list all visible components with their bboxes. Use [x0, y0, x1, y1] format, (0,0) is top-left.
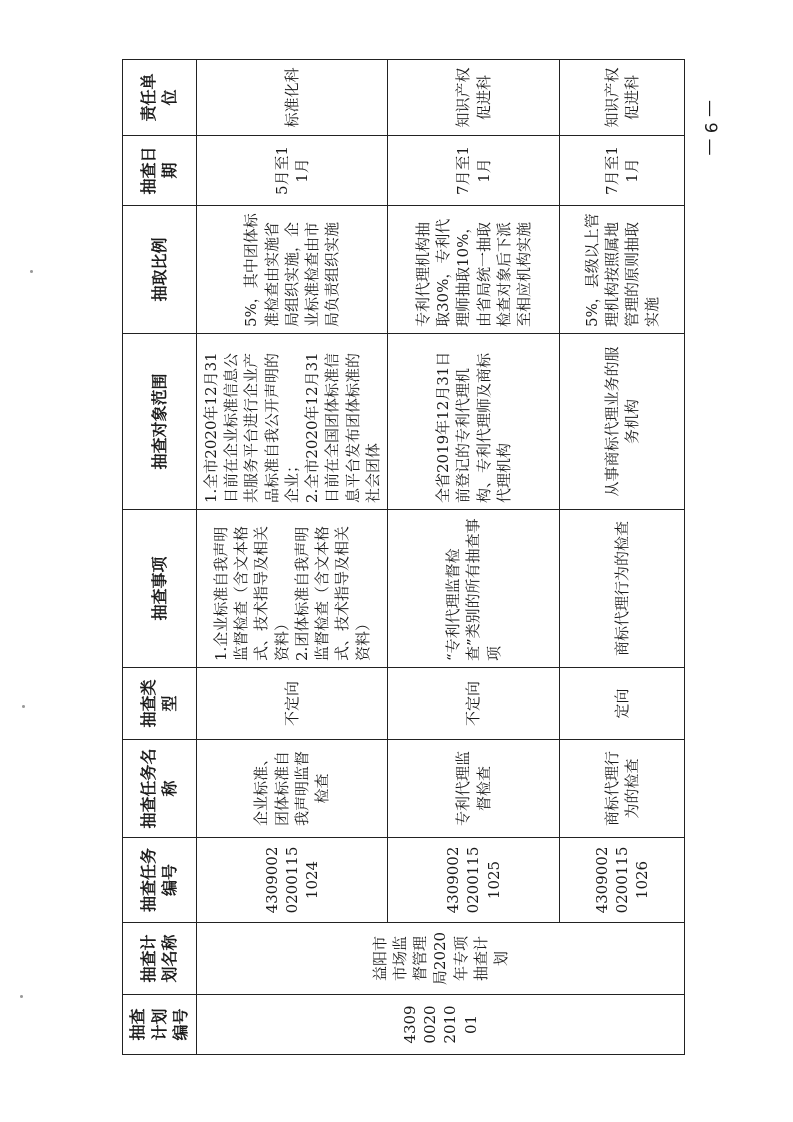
- date-cell: 7月至11月: [388, 136, 560, 206]
- header-unit: 责任单位: [123, 60, 197, 136]
- header-ratio: 抽取比例: [123, 206, 197, 334]
- header-row: [123, 60, 197, 1055]
- unit-cell: 知识产权促进科: [560, 60, 685, 136]
- page-number: — 9 —: [700, 100, 720, 156]
- plan-no-cell: 43090020201001: [196, 995, 684, 1055]
- table-row: [560, 60, 685, 1055]
- header-type: 抽查类型: [123, 668, 197, 740]
- scope-cell: 1.全市2020年12月31日前在企业标准信息公共服务平台进行企业产品标准自我公开声明的企业； 2.全市2020年12月31日前在全国团体标准信息平台发布团体标准的社会团体: [196, 334, 387, 510]
- header-plan-no: 抽查计划编号: [123, 995, 197, 1055]
- plan-name-cell: 益阳市市场监督管理局2020年专项抽查计划: [196, 923, 684, 995]
- inspection-plan-table-wrapper: [122, 60, 662, 1055]
- header-scope: 抽查对象范围: [123, 334, 197, 510]
- type-cell: 定向: [560, 668, 685, 740]
- inspection-plan-table: [122, 59, 685, 1055]
- date-cell: 5月至11月: [196, 136, 387, 206]
- task-no-cell: 43090020200115 1025: [388, 838, 560, 923]
- task-name-cell: 企业标准、团体标准自我声明监督检查: [196, 740, 387, 838]
- date-cell: 7月至11月: [560, 136, 685, 206]
- scan-speck: [20, 995, 23, 998]
- task-no-cell: 43090020200115 1026: [560, 838, 685, 923]
- header-plan-name: 抽查计划名称: [123, 923, 197, 995]
- type-cell: 不定向: [388, 668, 560, 740]
- scope-cell: 全省2019年12月31日前登记的专利代理机构、专利代理师及商标代理机构: [388, 334, 560, 510]
- scan-speck: [30, 270, 33, 273]
- ratio-cell: 5%，县级以上管理机构按照属地管理的原则抽取实施: [560, 206, 685, 334]
- ratio-cell: 5%，其中团体标准检查由实施省局组织实施，企业标准检查由市局负责组织实施: [196, 206, 387, 334]
- header-items: 抽查事项: [123, 510, 197, 668]
- header-task-name: 抽查任务名称: [123, 740, 197, 838]
- items-cell: “专利代理监督检查”类别的所有抽查事项: [388, 510, 560, 668]
- table-row: [196, 60, 387, 1055]
- unit-cell: 标准化科: [196, 60, 387, 136]
- task-name-cell: 商标代理行为的检查: [560, 740, 685, 838]
- items-cell: 商标代理行为的检查: [560, 510, 685, 668]
- unit-cell: 知识产权促进科: [388, 60, 560, 136]
- scan-speck: [22, 705, 25, 708]
- task-name-cell: 专利代理监督检查: [388, 740, 560, 838]
- ratio-cell: 专利代理机构抽取30%，专利代理师抽取10%，由省局统一抽取检查对象后下派至相应机构实施: [388, 206, 560, 334]
- header-date: 抽查日期: [123, 136, 197, 206]
- items-cell: 1.企业标准自我声明监督检查（含文本格式、技术指导及相关资料） 2.团体标准自我声明监督检查（含文本格式、技术指导及相关资料）: [196, 510, 387, 668]
- header-task-no: 抽查任务编号: [123, 838, 197, 923]
- task-no-cell: 43090020200115 1024: [196, 838, 387, 923]
- type-cell: 不定向: [196, 668, 387, 740]
- table-row: [388, 60, 560, 1055]
- scope-cell: 从事商标代理业务的服务机构: [560, 334, 685, 510]
